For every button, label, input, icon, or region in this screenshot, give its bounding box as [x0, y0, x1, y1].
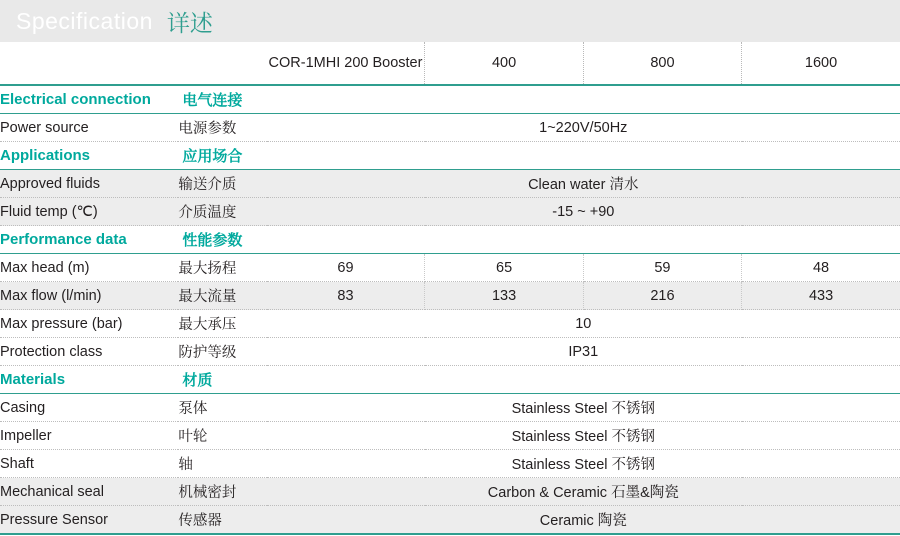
row-value: Clean water 清水	[267, 170, 900, 198]
row-label-zh: 最大承压	[178, 310, 266, 338]
row-value: 1~220V/50Hz	[267, 114, 900, 142]
table-row	[0, 254, 900, 282]
row-value-model-2: 133	[425, 282, 583, 310]
row-label-en: Mechanical seal	[0, 478, 178, 506]
row-value-model-4: 433	[742, 282, 900, 310]
table-row	[0, 114, 900, 142]
specification-table	[0, 42, 900, 535]
column-header-model-2: 400	[425, 42, 583, 85]
row-label-en: Casing	[0, 394, 178, 422]
table-row	[0, 478, 900, 506]
row-value: Ceramic 陶瓷	[267, 506, 900, 535]
column-header-model-3: 800	[583, 42, 741, 85]
row-label-en: Pressure Sensor	[0, 506, 178, 535]
section-header-row	[0, 366, 900, 394]
section-title-zh: 电气连接	[178, 85, 900, 114]
row-label-zh: 叶轮	[178, 422, 266, 450]
table-row	[0, 338, 900, 366]
row-value: Stainless Steel 不锈钢	[267, 450, 900, 478]
row-label-en: Max flow (l/min)	[0, 282, 178, 310]
section-title-en: Materials	[0, 366, 178, 394]
table-row	[0, 450, 900, 478]
table-row	[0, 394, 900, 422]
row-value: 10	[267, 310, 900, 338]
section-header-row	[0, 142, 900, 170]
header-blank-en	[0, 42, 178, 85]
section-title-zh: 性能参数	[178, 226, 900, 254]
row-label-en: Approved fluids	[0, 170, 178, 198]
section-title-zh: 材质	[178, 366, 900, 394]
row-value-model-2: 65	[425, 254, 583, 282]
row-label-zh: 输送介质	[178, 170, 266, 198]
table-header-row	[0, 42, 900, 85]
row-value-model-3: 216	[583, 282, 741, 310]
row-label-zh: 机械密封	[178, 478, 266, 506]
section-title-en: Electrical connection	[0, 85, 178, 114]
row-label-en: Protection class	[0, 338, 178, 366]
row-label-zh: 电源参数	[178, 114, 266, 142]
row-value: -15 ~ +90	[267, 198, 900, 226]
table-row	[0, 170, 900, 198]
table-row	[0, 506, 900, 535]
row-value: IP31	[267, 338, 900, 366]
section-title-en: Applications	[0, 142, 178, 170]
row-label-zh: 最大流量	[178, 282, 266, 310]
page-title-zh: 详述	[166, 9, 213, 36]
row-label-zh: 最大扬程	[178, 254, 266, 282]
row-value: Stainless Steel 不锈钢	[267, 422, 900, 450]
header-blank-zh	[178, 42, 266, 85]
section-header-row	[0, 226, 900, 254]
page-title-en: Specification	[16, 7, 153, 34]
row-value-model-1: 83	[267, 282, 425, 310]
row-value-model-4: 48	[742, 254, 900, 282]
row-value-model-3: 59	[583, 254, 741, 282]
table-row	[0, 310, 900, 338]
row-label-en: Shaft	[0, 450, 178, 478]
table-row	[0, 422, 900, 450]
row-value: Stainless Steel 不锈钢	[267, 394, 900, 422]
row-label-en: Max pressure (bar)	[0, 310, 178, 338]
row-value: Carbon & Ceramic 石墨&陶瓷	[267, 478, 900, 506]
row-label-en: Fluid temp (℃)	[0, 198, 178, 226]
table-row	[0, 198, 900, 226]
row-label-zh: 轴	[178, 450, 266, 478]
section-title-zh: 应用场合	[178, 142, 900, 170]
sheet-title-bar	[0, 0, 900, 42]
row-label-en: Power source	[0, 114, 178, 142]
table-row	[0, 282, 900, 310]
row-label-zh: 防护等级	[178, 338, 266, 366]
row-label-zh: 介质温度	[178, 198, 266, 226]
row-label-zh: 传感器	[178, 506, 266, 535]
row-label-en: Max head (m)	[0, 254, 178, 282]
section-title-en: Performance data	[0, 226, 178, 254]
row-label-en: Impeller	[0, 422, 178, 450]
column-header-model-4: 1600	[742, 42, 900, 85]
row-value-model-1: 69	[267, 254, 425, 282]
row-label-zh: 泵体	[178, 394, 266, 422]
section-header-row	[0, 85, 900, 114]
column-header-model-1: COR-1MHI 200 Booster	[267, 42, 425, 85]
